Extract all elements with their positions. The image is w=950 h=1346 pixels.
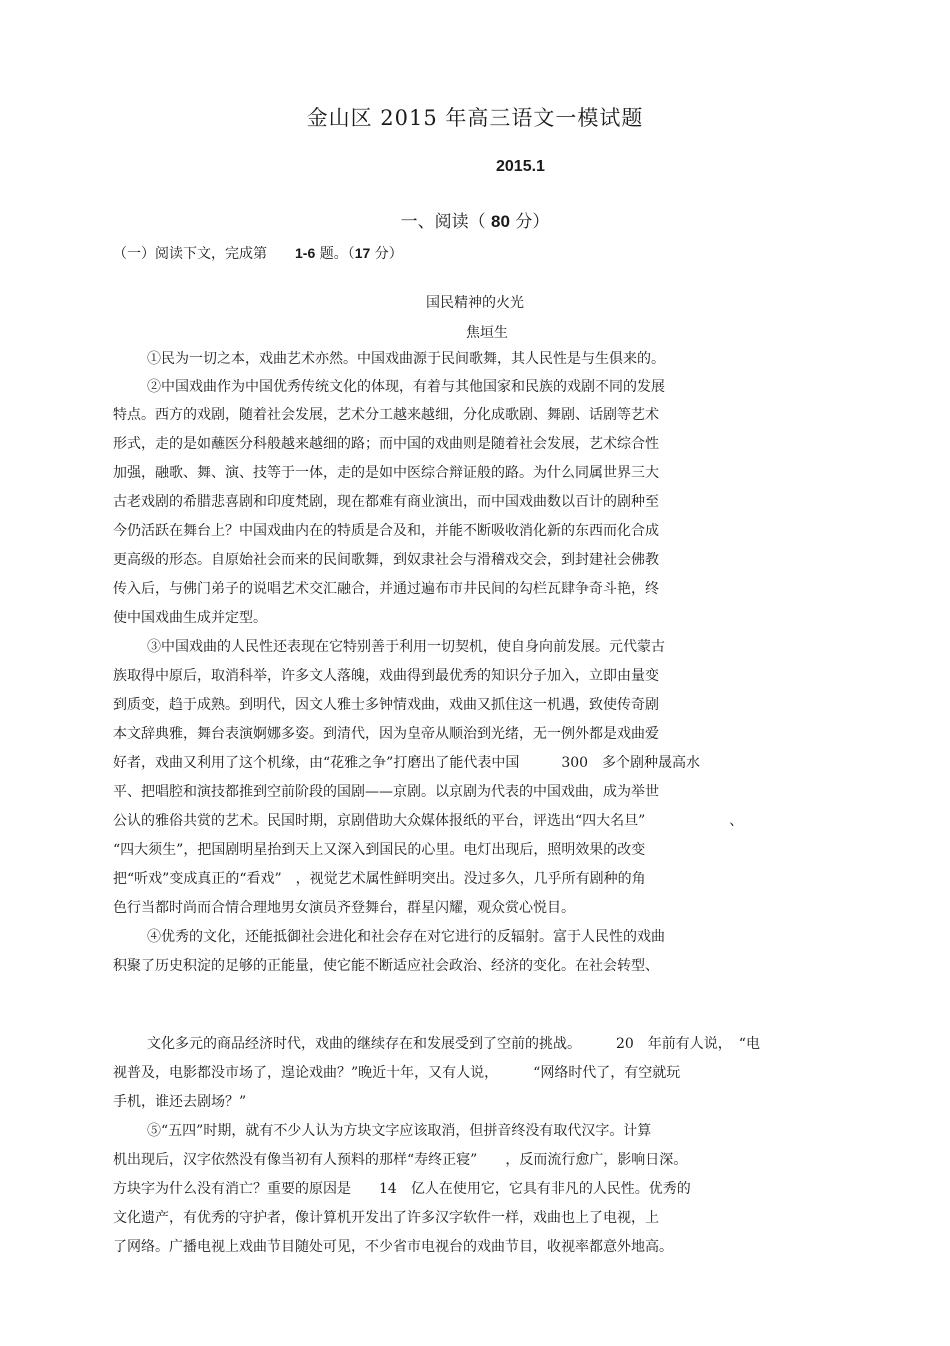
section-score: 80 [491, 212, 510, 231]
text-line: ⑤“五四”时期，就有不少人认为方块文字应该取消，但拼音终没有取代汉字。计算 [147, 1123, 652, 1139]
text-line: ②中国戏曲作为中国优秀传统文化的体现，有着与其他国家和民族的戏剧不同的发展 [147, 379, 665, 395]
text-line: 古老戏剧的希腊悲喜剧和印度梵剧，现在都难有商业演出，而中国戏曲数以百计的剧种至 [113, 494, 659, 510]
text-line: 视普及，电影都没市场了，遑论戏曲？”晚近十年，又有人说， “网络时代了，有空就玩 [113, 1065, 681, 1081]
instruction-score: 17 [354, 245, 371, 261]
text-line: 文化遗产，有优秀的守护者，像计算机开发出了许多汉字软件一样，戏曲也上了电视，上 [113, 1210, 659, 1226]
text-line: 传入后，与佛门弟子的说唱艺术交汇融合，并通过遍布市井民间的勾栏瓦肆争奇斗艳，终 [113, 581, 659, 597]
text-line: 到质变，趋于成熟。到明代，因文人雅士多钟情戏曲，戏曲又抓住这一机遇，致使传奇剧 [113, 697, 659, 713]
text-line: 色行当都时尚而合情合理地男女演员齐登舞台，群星闪耀，观众赏心悦目。 [113, 900, 575, 916]
text-line: ①民为一切之本，戏曲艺术亦然。中国戏曲源于民间歌舞，其人民性是与生俱来的。 [147, 351, 665, 367]
instruction-range: 1-6 [295, 245, 316, 261]
text-line: ③中国戏曲的人民性还表现在它特别善于利用一切契机，使自身向前发展。元代蒙古 [147, 639, 665, 655]
text-line: 文化多元的商品经济时代，戏曲的继续存在和发展受到了空前的挑战。 20 年前有人说， “电 [147, 1036, 760, 1052]
text-line: 使中国戏曲生成并定型。 [113, 610, 267, 626]
text-line: 更高级的形态。自原始社会而来的民间歌舞，到奴隶社会与滑稽戏交会，到封建社会佛教 [113, 552, 659, 568]
instruction-part-b: 题。（ [319, 246, 355, 262]
text-line: 特点。西方的戏剧，随着社会发展，艺术分工越来越细，分化成歌剧、舞剧、话剧等艺术 [113, 407, 659, 423]
text-line: 好者，戏曲又利用了这个机缘，由“花雅之争”打磨出了能代表中国 300 多个剧种晟高水 [113, 755, 701, 771]
text-line: 方块字为什么没有消亡？重要的原因是 14 亿人在使用它，它具有非凡的人民性。优秀的 [113, 1181, 691, 1197]
text-line: 族取得中原后，取消科举，许多文人落魄，戏曲得到最优秀的知识分子加入，立即由量变 [113, 668, 659, 684]
question-instruction [113, 243, 403, 263]
text-line: 机出现后，汉字依然没有像当初有人预料的那样“寿终正寝” ，反而流行愈广，影响日深。 [113, 1152, 688, 1168]
text-line: 平、把唱腔和演技都推到空前阶段的国剧——京剧。以京剧为代表的中国戏曲，成为举世 [113, 784, 659, 800]
text-line: 本文辞典雅，舞台表演婀娜多姿。到清代，因为皇帝从顺治到光绪，无一例外都是戏曲爱 [113, 726, 659, 742]
text-line: 公认的雅俗共赏的艺术。民国时期，京剧借助大众媒体报纸的平台，评选出“四大名旦” 、 [113, 813, 744, 829]
document-date: 2015.1 [496, 158, 545, 175]
section-prefix: 一、阅读（ [400, 212, 486, 232]
text-line: 形式，走的是如蘸医分科般越来越细的路；而中国的戏曲则是随着社会发展，艺术综合性 [113, 436, 659, 452]
section-suffix: 分） [515, 212, 550, 232]
text-line: 把“听戏”变成真正的“看戏” ，视觉艺术属性鲜明突出。没过多久，几乎所有剧种的角 [113, 871, 646, 887]
text-line: 加强，融歌、舞、演、技等于一体，走的是如中医综合辩证般的路。为什么同属世界三大 [113, 465, 659, 481]
text-line: 积聚了历史积淀的足够的正能量，使它能不断适应社会政治、经济的变化。在社会转型、 [113, 958, 659, 974]
instruction-part-a: （一）阅读下文，完成第 [113, 246, 267, 262]
instruction-part-c: 分） [374, 246, 403, 262]
passage-author: 焦垣生 [466, 325, 508, 341]
text-line: 今仍活跃在舞台上？中国戏曲内在的特质是合及和，并能不断吸收消化新的东西而化合成 [113, 523, 659, 539]
passage-title: 国民精神的火光 [426, 295, 524, 311]
document-title: 金山区 2015 年高三语文一模试题 [306, 106, 644, 130]
text-line: 了网络。广播电视上戏曲节目随处可见，不少省市电视台的戏曲节目，收视率都意外地高。 [113, 1239, 673, 1255]
text-line: 手机，谁还去剧场？” [113, 1094, 247, 1110]
text-line: “四大须生”，把国剧明星抬到天上又深入到国民的心里。电灯出现后，照明效果的改变 [113, 842, 646, 858]
text-line: ④优秀的文化，还能抵御社会进化和社会存在对它进行的反辐射。富于人民性的戏曲 [147, 929, 665, 945]
section-heading [0, 207, 950, 232]
